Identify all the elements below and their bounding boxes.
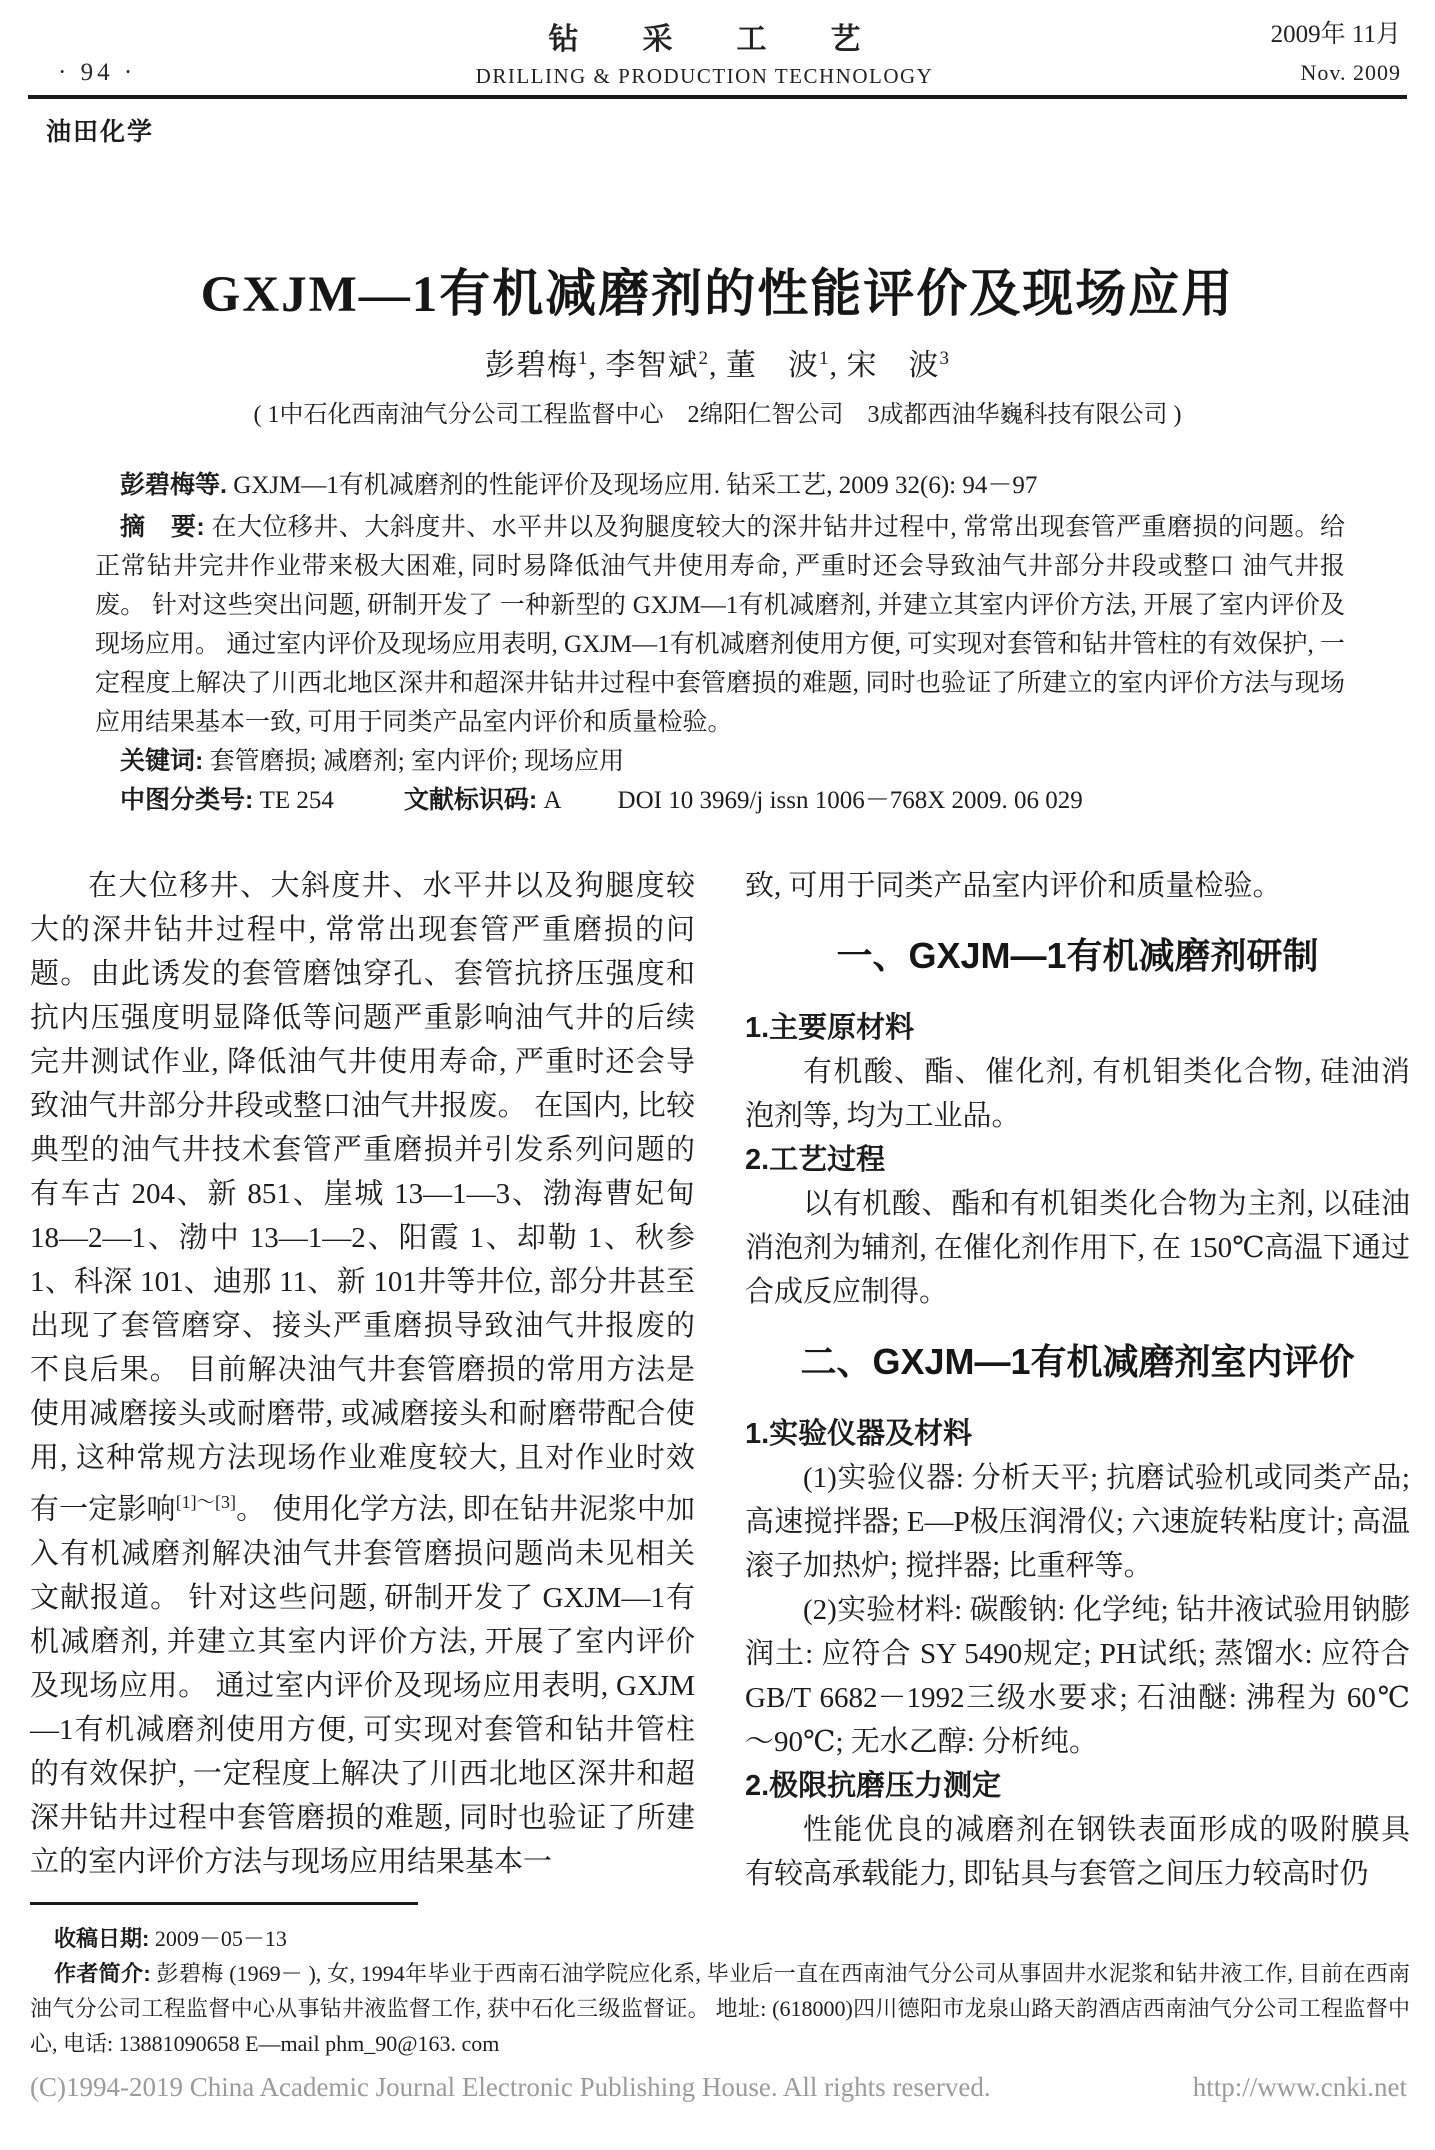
cnki-url: http://www.cnki.net (1192, 2072, 1407, 2102)
issue-date-chinese: 2009年 11月 (1270, 21, 1401, 48)
journal-title-english: DRILLING & PRODUCTION TECHNOLOGY (475, 64, 934, 88)
author-affil-sup: 1 (819, 348, 830, 369)
received-date-value: 2009－05－13 (149, 1926, 287, 1951)
author-bio-text: 彭碧梅 (1969－ ), 女, 1994年毕业于西南石油学院应化系, 毕业后一直在西南油气分公司从事固井水泥浆和钻井液工作, 目前在西南油气分公司工程监督中心从事钻井液监督工作, 获中石化三级监督证。 地址: (618000)四川德阳市龙泉山路天韵酒店西南油气分公司工程监督中心, 电话: 13881090658 E—mail phm_90@163. com (30, 1961, 1411, 2056)
subsection-1-2-heading: 2.工艺过程 (745, 1144, 886, 1176)
subsection-1-1-heading: 1.主要原材料 (745, 1012, 915, 1044)
copyright-text: (C)1994-2019 China Academic Journal Electronic Publishing House. All rights reserved. (30, 2072, 991, 2102)
section-2-heading: 二、GXJM—1有机减磨剂室内评价 (800, 1341, 1355, 1382)
section-label: 油田化学 (46, 119, 155, 146)
page-number: · 94 · (58, 59, 137, 86)
pressure-test-paragraph: 性能优良的减磨剂在钢铁表面形成的吸附膜具有较高承载能力, 即钻具与套管之间压力较高时仍 (745, 1814, 1410, 1890)
test-materials-paragraph: (2)实验材料: 碳酸钠: 化学纯; 钻井液试验用钠膨润土: 应符合 SY 5490规定; PH试纸; 蒸馏水: 应符合 GB/T 6682－1992三级水要求; 石油醚: 沸程为 60℃～90℃; 无水乙醇: 分析纯。 (745, 1594, 1410, 1758)
keywords-label: 关键词: (120, 747, 204, 775)
author-bio-paragraph (30, 1956, 1410, 2061)
author-name: 宋 波 (846, 349, 940, 382)
citation-text: GXJM—1有机减磨剂的性能评价及现场应用. 钻采工艺, 2009 32(6): 94－97 (226, 472, 1038, 499)
header-divider-rule (28, 95, 1407, 99)
reference-superscript: [1]～[3] (175, 1492, 236, 1512)
right-column (745, 864, 1410, 1896)
author-affil-sup: 2 (698, 348, 709, 369)
intro-text-b: 。 使用化学方法, 即在钻井泥浆中加入有机减磨剂解决油气井套管磨损问题尚未见相关文献报道。 针对这些问题, 研制开发了 GXJM—1有机减磨剂, 并建立其室内评价方法, 开展了室内评价及现场应用。 通过室内评价及现场应用表明, GXJM—1有机减磨剂使用方便, 可实现对套管和钻井管柱的有效保护, 一定程度上解决了川西北地区深井和超深井钻井过程中套管磨损的难题, 同时也验证了所建立的室内评价方法与现场应用结果基本一 (30, 1493, 695, 1878)
journal-masthead (218, 14, 1191, 89)
author-separator: , (709, 349, 726, 382)
abstract-block (95, 466, 1345, 820)
instruments-paragraph: (1)实验仪器: 分析天平; 抗磨试验机或同类产品; 高速搅拌器; E—P极压润滑仪; 六速旋转粘度计; 高温滚子加热炉; 搅拌器; 比重秤等。 (745, 1462, 1410, 1582)
author-separator: , (829, 349, 847, 382)
abstract-text: 在大位移井、大斜度井、水平井以及狗腿度较大的深井钻井过程中, 常常出现套管严重磨损的问题。给正常钻井完井作业带来极大困难, 同时易降低油气井使用寿命, 严重时还会导致油气井部分井段或整口 油气井报废。 针对这些突出问题, 研制开发了 一种新型的 GXJM—1有机减磨剂, 并建立其室内评价方法, 开展了室内评价及现场应用。 通过室内评价及现场应用表明, GXJM—1有机减磨剂使用方便, 可实现对套管和钻井管柱的有效保护, 一定程度上解决了川西北地区深井和超深井钻井过程中套管磨损的难题, 同时也验证了所建立的室内评价方法与现场应用结果基本一致, 可用于同类产品室内评价和质量检验。 (95, 514, 1345, 736)
received-date-label: 收稿日期: (54, 1926, 150, 1951)
author-name: 李智斌 (605, 349, 699, 382)
author-affil-sup: 1 (578, 348, 589, 369)
citation-author: 彭碧梅等. (120, 471, 227, 499)
abstract-label: 摘 要: (120, 513, 205, 541)
article-title: GXJM—1有机减磨剂的性能评价及现场应用 (200, 267, 1235, 323)
footnote-block (30, 1902, 1410, 2061)
classification-line (95, 781, 1345, 820)
doc-code-label: 文献标识码: (403, 786, 538, 814)
left-column (30, 864, 695, 1896)
issue-date-english: Nov. 2009 (1300, 60, 1401, 85)
citation-line (95, 466, 1345, 505)
materials-paragraph: 有机酸、酯、催化剂, 有机钼类化合物, 硅油消泡剂等, 均为工业品。 (745, 1056, 1410, 1132)
footnote-divider-rule (30, 1902, 418, 1905)
subsection-2-2-heading: 2.极限抗磨压力测定 (745, 1770, 1002, 1802)
authors-line (0, 340, 1435, 384)
received-date-line (30, 1921, 1410, 1956)
clc-label: 中图分类号: (120, 786, 254, 814)
author-name: 彭碧梅 (485, 349, 578, 382)
continuation-paragraph: 致, 可用于同类产品室内评价和质量检验。 (745, 870, 1282, 902)
keywords-text: 套管磨损; 减磨剂; 室内评价; 现场应用 (203, 748, 625, 775)
journal-title-chinese: 钻采工艺 (548, 23, 925, 56)
author-name: 董 波 (726, 349, 819, 382)
page-header (30, 14, 1405, 89)
doc-code-value: A (537, 787, 562, 814)
body-columns (30, 864, 1410, 1896)
affiliation-line: ( 1中石化西南油气分公司工程监督中心 2绵阳仁智公司 3成都西油华巍科技有限公司 ) (253, 402, 1182, 428)
section-1-heading: 一、GXJM—1有机减磨剂研制 (836, 935, 1319, 976)
subsection-2-1-heading: 1.实验仪器及材料 (745, 1418, 973, 1450)
intro-paragraph (30, 864, 695, 1884)
doi-text: DOI 10 3969/j issn 1006－768X 2009. 06 029 (617, 787, 1083, 814)
keywords-line (95, 742, 1345, 781)
clc-value: TE 254 (253, 787, 334, 814)
author-affil-sup: 3 (939, 348, 950, 369)
cnki-watermark (30, 2072, 1407, 2103)
abstract-paragraph (95, 508, 1345, 742)
author-bio-label: 作者简介: (54, 1961, 151, 1986)
author-separator: , (588, 349, 606, 382)
intro-text-a: 在大位移井、大斜度井、水平井以及狗腿度较大的深井钻井过程中, 常常出现套管严重磨损的问题。由此诱发的套管磨蚀穿孔、套管抗挤压强度和抗内压强度明显降低等问题严重影响油气井的后续完井测试作业, 降低油气井使用寿命, 严重时还会导致油气井部分井段或整口油气井报废。 在国内, 比较典型的油气井技术套管严重磨损并引发系列问题的有车古 204、新 851、崖城 13—1—3、渤海曹妃甸 18—2—1、渤中 13—1—2、阳霞 1、却勒 1、秋参 1、科深 101、迪那 11、新 101井等井位, 部分井甚至出现了套管磨穿、接头严重磨损导致油气井报废的不良后果。 目前解决油气井套管磨损的常用方法是使用减磨接头或耐磨带, 或减磨接头和耐磨带配合使用, 这种常规方法现场作业难度较大, 且对作业时效有一定影响 (30, 870, 695, 1526)
issue-date (1191, 14, 1405, 86)
process-paragraph: 以有机酸、酯和有机钼类化合物为主剂, 以硅油消泡剂为辅剂, 在催化剂作用下, 在 150℃高温下通过合成反应制得。 (745, 1188, 1410, 1308)
